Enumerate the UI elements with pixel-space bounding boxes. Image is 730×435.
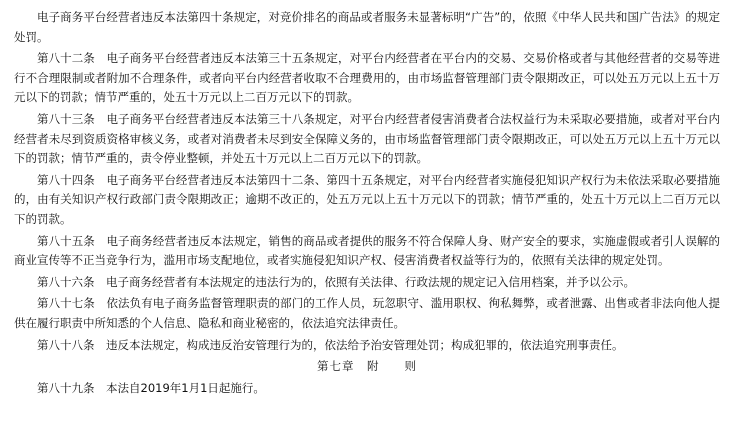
article-83: 第八十三条 电子商务平台经营者违反本法第三十八条规定，对平台内经营者侵害消费者合法权益行为未采取必要措施，或者对平台内经营者未尽到资质资格审核义务，或者对消费者未尽到安全保障义务的，由市场监督管理部门责令限期改正，可以处五万元以上五十万元以下的罚款；情节严重的，责令停业整顿，并处五十万元以上二百万元以下的罚款。 [14,111,720,166]
chapter-heading: 第七章 附 则 [317,359,417,374]
paragraph: 电子商务平台经营者违反本法第四十条规定，对竞价排名的商品或者服务未显著标明“广告”的，依照《中华人民共和国广告法》的规定处罚。 [14,10,720,44]
article-86: 第八十六条 电子商务经营者有本法规定的违法行为的，依照有关法律、行政法规的规定记入信用档案，并予以公示。 [37,274,635,289]
document-body [14,8,720,400]
article-84: 第八十四条 电子商务平台经营者违反本法第四十二条、第四十五条规定，对平台内经营者实施侵犯知识产权行为未依法采取必要措施的，由有关知识产权行政部门责令限期改正；逾期不改正的，处五万元以上五十万元以下的罚款；情节严重的，处五十万元以上二百万元以下的罚款。 [14,172,720,226]
article-88: 第八十八条 违反本法规定，构成违反治安管理行为的，依法给予治安管理处罚；构成犯罪的，依法追究刑事责任。 [37,337,624,352]
article-89: 第八十九条 本法自2019年1月1日起施行。 [37,380,265,395]
article-87: 第八十七条 依法负有电子商务监督管理职责的部门的工作人员，玩忽职守、滥用职权、徇私舞弊，或者泄露、出售或者非法向他人提供在履行职责中所知悉的个人信息、隐私和商业秘密的，依法追究法律责任。 [14,296,720,330]
article-82: 第八十二条 电子商务平台经营者违反本法第三十五条规定，对平台内经营者在平台内的交易、交易价格或者与其他经营者的交易等进行不合理限制或者附加不合理条件，或者向平台内经营者收取不合理费用的，由市场监督管理部门责令限期改正，可以处五万元以上五十万元以下的罚款；情节严重的，处五十万元以上二百万元以下的罚款。 [14,51,720,105]
article-85: 第八十五条 电子商务经营者违反本法规定，销售的商品或者提供的服务不符合保障人身、财产安全的要求，实施虚假或者引人误解的商业宣传等不正当竞争行为，滥用市场支配地位，或者实施侵犯知识产权、侵害消费者权益等行为的，依照有关法律的规定处罚。 [14,233,720,268]
